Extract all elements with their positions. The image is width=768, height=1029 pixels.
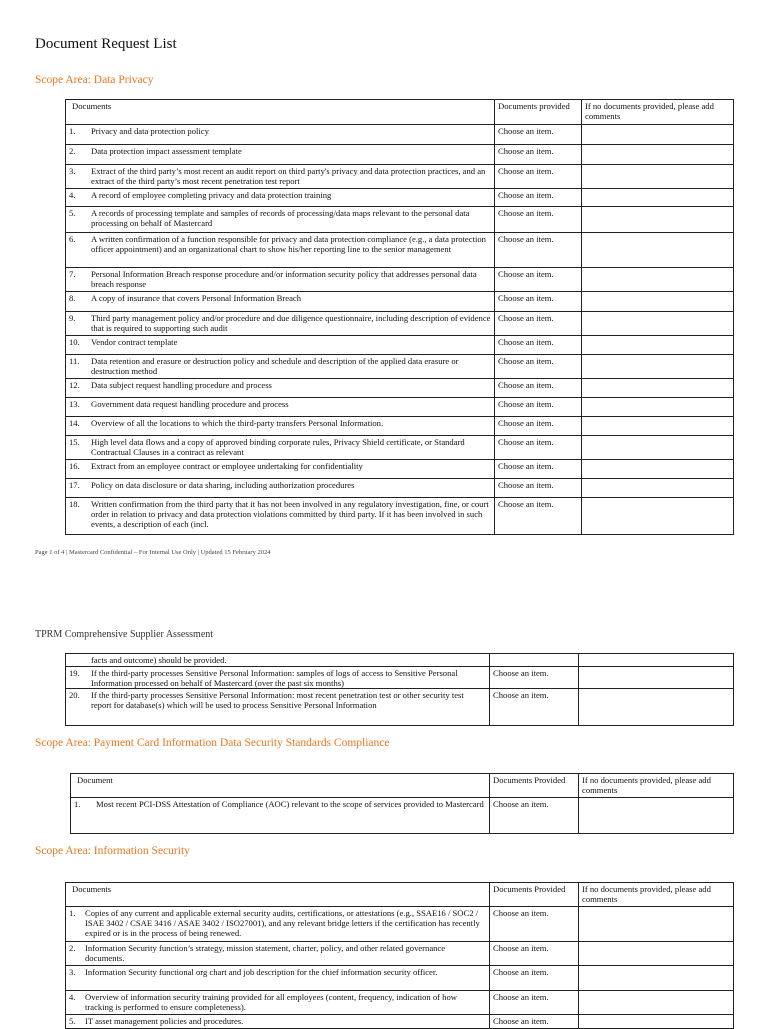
row-number: 12. (69, 380, 80, 390)
row-number: 3. (69, 967, 76, 977)
choose-item-dropdown[interactable]: Choose an item. (490, 991, 579, 1015)
row-text: Written confirmation from the third party that it has not been involved in any regulatory investigation, fine, or court order in relation to privacy and data protection violations committed by third party. If it has been involved in such events, a description of each (incl. (91, 499, 489, 529)
scope-data-privacy: Scope Area: Data Privacy (35, 74, 154, 86)
row-text: Extract of the third party’s most recent an audit report on third party's privacy and data protection practices, and an extract of the third party’s most recent penetration test report (91, 166, 486, 186)
row-number: 1. (69, 126, 76, 136)
row-text: A records of processing template and samples of records of processing/data maps relevant to the personal data processing on behalf of Mastercard (91, 208, 470, 228)
page-header: TPRM Comprehensive Supplier Assessment (35, 629, 214, 640)
table-header-row (66, 883, 734, 907)
row-text: Copies of any current and applicable external security audits, certifications, or attestations (e.g., SSAE16 / SOC2 / ISAE 3402 / CSAE 3416 / ASAE 3402 / ISO27001), and any relevant bridge letters if the certification has recently expired or is in the process of being renewed. (85, 908, 480, 938)
row-text: Personal Information Breach response procedure and/or information security policy that addresses personal data breach response (91, 269, 477, 289)
table-header-row (66, 100, 734, 125)
table-row (66, 436, 734, 460)
row-text: A record of employee completing privacy and data protection training (91, 190, 332, 200)
choose-item-dropdown[interactable]: Choose an item. (495, 165, 582, 189)
choose-item-dropdown[interactable]: Choose an item. (495, 460, 582, 479)
choose-item-dropdown[interactable]: Choose an item. (495, 436, 582, 460)
privacy-table (65, 99, 734, 535)
table-row (66, 207, 734, 233)
row-text: Privacy and data protection policy (91, 126, 209, 136)
table-row (66, 125, 734, 145)
table-row (66, 417, 734, 436)
row-number: 15. (69, 437, 80, 447)
choose-item-dropdown[interactable]: Choose an item. (495, 312, 582, 336)
row-text: Information Security functional org chart and job description for the chief information security officer. (85, 967, 438, 977)
row-text: A written confirmation of a function responsible for privacy and data protection compliance (e.g., a data protection officer appointment) and an organizational chart to show his/her reporting line to the senior management (91, 234, 486, 254)
row-text: If the third-party processes Sensitive Personal Information: samples of logs of access to Sensitive Personal Information processed on behalf of Mastercard (over the past six months) (91, 668, 458, 688)
row-text: facts and outcome) should be provided. (91, 655, 227, 665)
scope-information-security: Scope Area: Information Security (35, 845, 190, 857)
choose-item-dropdown[interactable]: Choose an item. (495, 479, 582, 498)
privacy-table-continued (65, 653, 734, 726)
table-row (66, 991, 734, 1015)
table-row (66, 689, 734, 726)
table-row (66, 145, 734, 165)
table-header-row (71, 774, 734, 798)
row-number: 2. (69, 943, 76, 953)
row-text: Information Security function’s strategy, mission statement, charter, policy, and other related governance documents. (85, 943, 446, 963)
comment-cell[interactable] (582, 355, 734, 379)
comment-cell[interactable] (582, 312, 734, 336)
comment-cell[interactable] (579, 654, 734, 667)
table-row (66, 654, 734, 667)
col-header-documents: Documents (66, 883, 490, 907)
table-row (66, 667, 734, 689)
choose-item-dropdown[interactable]: Choose an item. (495, 417, 582, 436)
table-row (66, 907, 734, 942)
row-number: 1. (69, 908, 76, 918)
table-row (66, 379, 734, 398)
comment-cell[interactable] (579, 907, 734, 942)
row-text: IT asset management policies and procedures. (85, 1016, 244, 1026)
row-number: 18. (69, 499, 80, 509)
table-row (66, 966, 734, 991)
table-row (66, 460, 734, 479)
choose-item-dropdown[interactable]: Choose an item. (490, 689, 579, 726)
choose-item-dropdown[interactable]: Choose an item. (490, 907, 579, 942)
comment-cell[interactable] (582, 145, 734, 165)
row-number: 14. (69, 418, 80, 428)
row-number: 5. (69, 208, 76, 218)
row-text: High level data flows and a copy of approved binding corporate rules, Privacy Shield certificate, or Standard Contractual Clauses in a contract as relevant (91, 437, 465, 457)
comment-cell[interactable] (582, 398, 734, 417)
choose-item-dropdown[interactable]: Choose an item. (490, 966, 579, 991)
row-text: Data subject request handling procedure and process (91, 380, 272, 390)
table-row (66, 336, 734, 355)
row-number: 4. (69, 992, 76, 1002)
row-number: 16. (69, 461, 80, 471)
row-number: 3. (69, 166, 76, 176)
row-number: 20. (69, 690, 80, 700)
comment-cell[interactable] (582, 189, 734, 207)
comment-cell[interactable] (582, 292, 734, 312)
row-text: Overview of all the locations to which the third-party transfers Personal Information. (91, 418, 384, 428)
comment-cell[interactable] (579, 1015, 734, 1029)
comment-cell[interactable] (582, 460, 734, 479)
pci-table (70, 773, 734, 834)
col-header-comments: If no documents provided, please add comments (579, 883, 734, 907)
table-row (66, 1015, 734, 1029)
col-header-document: Document (71, 774, 490, 798)
col-header-comments: If no documents provided, please add comments (582, 100, 734, 125)
comment-cell[interactable] (582, 165, 734, 189)
row-number: 4. (69, 190, 76, 200)
comment-cell[interactable] (582, 125, 734, 145)
choose-item-dropdown[interactable]: Choose an item. (495, 233, 582, 268)
table-row (66, 355, 734, 379)
row-number: 2. (69, 146, 76, 156)
comment-cell[interactable] (582, 436, 734, 460)
row-number: 8. (69, 293, 76, 303)
choose-item-dropdown[interactable]: Choose an item. (495, 145, 582, 165)
row-number: 5. (69, 1016, 76, 1026)
row-text: Data retention and erasure or destruction policy and schedule and description of the applied data erasure or destruction method (91, 356, 459, 376)
row-text: Data protection impact assessment template (91, 146, 242, 156)
comment-cell[interactable] (579, 991, 734, 1015)
choose-item-dropdown[interactable]: Choose an item. (490, 798, 579, 834)
comment-cell[interactable] (579, 942, 734, 966)
comment-cell[interactable] (579, 966, 734, 991)
row-number: 1. (74, 799, 81, 809)
comment-cell[interactable] (582, 498, 734, 535)
choose-item-dropdown[interactable]: Choose an item. (495, 268, 582, 292)
row-number: 10. (69, 337, 80, 347)
comment-cell[interactable] (582, 379, 734, 398)
row-text: A copy of insurance that covers Personal Information Breach (91, 293, 302, 303)
page-title: Document Request List (35, 36, 177, 52)
row-number: 13. (69, 399, 80, 409)
table-row (66, 942, 734, 966)
row-text: Third party management policy and/or procedure and due diligence questionnaire, including description of evidence that is required to supporting such audit (91, 313, 491, 333)
row-number: 9. (69, 313, 76, 323)
col-header-comments: If no documents provided, please add comments (579, 774, 734, 798)
choose-item-dropdown[interactable]: Choose an item. (495, 498, 582, 535)
row-text: Vendor contract template (91, 337, 178, 347)
choose-item-dropdown[interactable]: Choose an item. (490, 942, 579, 966)
choose-item-dropdown[interactable]: Choose an item. (495, 398, 582, 417)
choose-item-dropdown[interactable]: Choose an item. (495, 379, 582, 398)
row-number: 17. (69, 480, 80, 490)
table-row (66, 479, 734, 498)
choose-item-dropdown[interactable]: Choose an item. (490, 667, 579, 689)
comment-cell[interactable] (582, 417, 734, 436)
comment-cell[interactable] (582, 268, 734, 292)
comment-cell[interactable] (579, 798, 734, 834)
infosec-table (65, 882, 734, 1029)
table-row (66, 268, 734, 292)
col-header-provided: Documents Provided (490, 774, 579, 798)
row-text: Most recent PCI-DSS Attestation of Compliance (AOC) relevant to the scope of services provided to Mastercard (96, 799, 484, 809)
table-row (66, 189, 734, 207)
provided-cell[interactable] (490, 654, 579, 667)
row-text: Extract from an employee contract or employee undertaking for confidentiality (91, 461, 363, 471)
row-text: Government data request handling procedure and process (91, 399, 289, 409)
comment-cell[interactable] (582, 207, 734, 233)
comment-cell[interactable] (582, 479, 734, 498)
row-text: Policy on data disclosure or data sharing, including authorization procedures (91, 480, 355, 490)
row-number: 6. (69, 234, 76, 244)
choose-item-dropdown[interactable]: Choose an item. (495, 207, 582, 233)
col-header-provided: Documents Provided (490, 883, 579, 907)
table-row (66, 233, 734, 268)
row-text: If the third-party processes Sensitive Personal Information: most recent penetration test or other security test report for database(s) which will be used to process Sensitive Personal Information (91, 690, 464, 710)
table-row (66, 292, 734, 312)
table-row (66, 398, 734, 417)
comment-cell[interactable] (579, 667, 734, 689)
page-footer: Page 1 of 4 | Mastercard Confidential – For Internal Use Only | Updated 15 February 2024 (35, 549, 271, 556)
col-header-provided: Documents provided (495, 100, 582, 125)
choose-item-dropdown[interactable]: Choose an item. (495, 189, 582, 207)
row-number: 19. (69, 668, 80, 678)
scope-pci: Scope Area: Payment Card Information Data Security Standards Compliance (35, 737, 390, 749)
choose-item-dropdown[interactable]: Choose an item. (495, 125, 582, 145)
choose-item-dropdown[interactable]: Choose an item. (495, 355, 582, 379)
table-row (66, 498, 734, 535)
choose-item-dropdown[interactable]: Choose an item. (490, 1015, 579, 1029)
comment-cell[interactable] (582, 233, 734, 268)
table-row (66, 312, 734, 336)
comment-cell[interactable] (582, 336, 734, 355)
row-number: 7. (69, 269, 76, 279)
table-row (66, 165, 734, 189)
row-number: 11. (69, 356, 80, 366)
col-header-documents: Documents (66, 100, 495, 125)
choose-item-dropdown[interactable]: Choose an item. (495, 336, 582, 355)
choose-item-dropdown[interactable]: Choose an item. (495, 292, 582, 312)
table-row (71, 798, 734, 834)
comment-cell[interactable] (579, 689, 734, 726)
row-text: Overview of information security training provided for all employees (content, frequency, indication of how tracking is performed to ensure completeness). (85, 992, 457, 1012)
